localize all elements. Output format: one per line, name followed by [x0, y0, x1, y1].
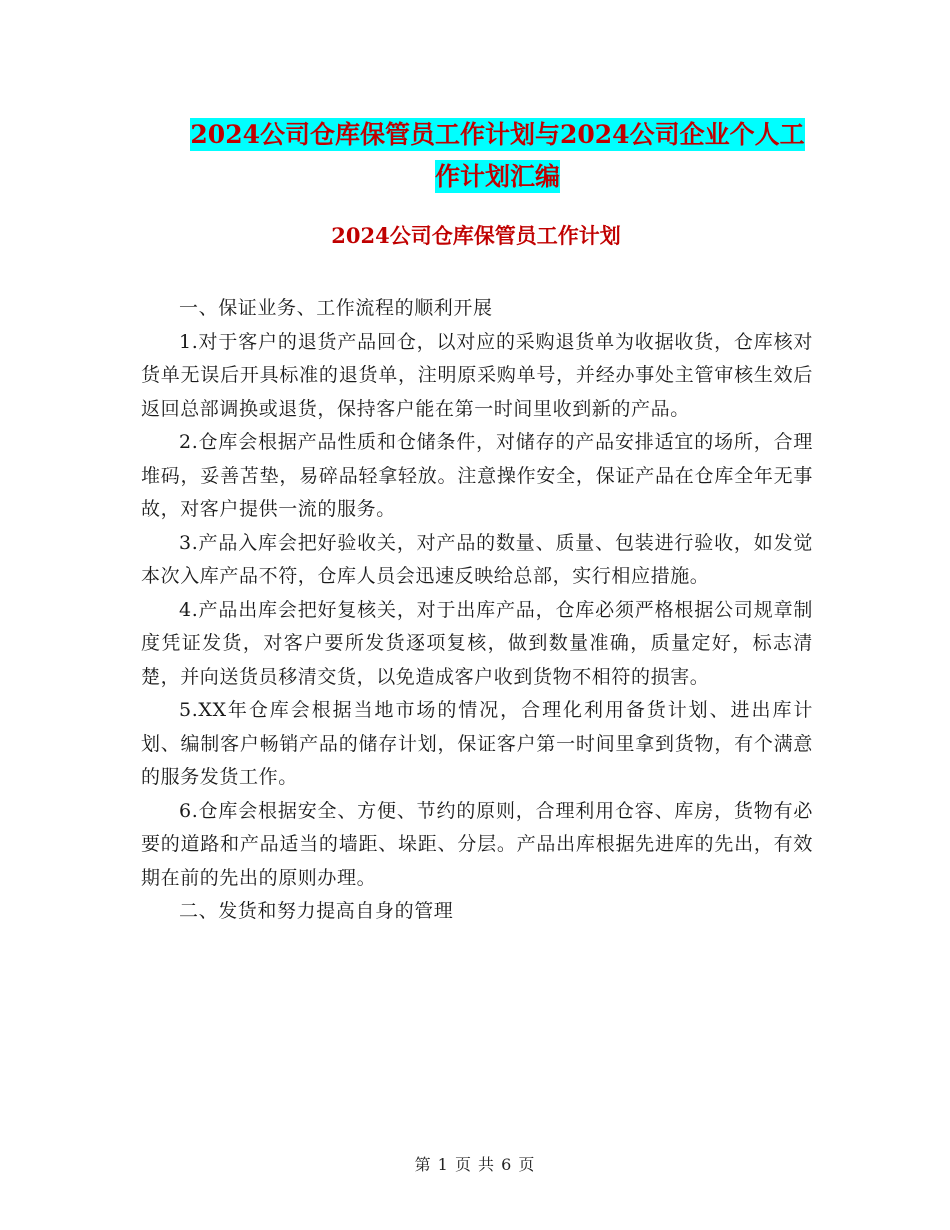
paragraph-5: 5.XX年仓库会根据当地市场的情况，合理化利用备货计划、进出库计划、编制客户畅销产品的储存计划，保证客户第一时间里拿到货物，有个满意的服务发货工作。: [141, 699, 813, 788]
page-footer: 第 1 页 共 6 页: [414, 1155, 536, 1174]
document-title-line-2: 作计划汇编: [434, 162, 560, 191]
paragraph-4: 4.产品出库会把好复核关，对于出库产品，仓库必须严格根据公司规章制度凭证发货，对客户要所发货逐项复核，做到数量准确，质量定好，标志清楚，并向送货员移清交货，以免造成客户收到货物不相符的损害。: [141, 598, 813, 688]
paragraph-3: 3.产品入库会把好验收关，对产品的数量、质量、包装进行验收，如发觉本次入库产品不符，仓库人员会迅速反映给总部，实行相应措施。: [141, 531, 813, 587]
document-title-line-1: 2024公司仓库保管员工作计划与2024公司企业个人工: [190, 120, 805, 149]
heading-1: 一、保证业务、工作流程的顺利开展: [179, 297, 493, 319]
paragraph-2: 2.仓库会根据产品性质和仓储条件，对储存的产品安排适宜的场所，合理堆码，妥善苫垫，易碎品轻拿轻放。注意操作安全，保证产品在仓库全年无事故，对客户提供一流的服务。: [141, 431, 813, 520]
document-body: [141, 292, 813, 929]
paragraph-1: 1.对于客户的退货产品回仓，以对应的采购退货单为收据收货，仓库核对货单无误后开具标准的退货单，注明原采购单号，并经办事处主管审核生效后返回总部调换或退货，保持客户能在第一时间里收到新的产品。: [141, 330, 813, 420]
section-title: 2024公司仓库保管员工作计划: [331, 223, 621, 248]
document-title: [140, 114, 855, 198]
heading-2: 二、发货和努力提高自身的管理: [179, 900, 454, 922]
paragraph-6: 6.仓库会根据安全、方便、节约的原则，合理利用仓容、库房，货物有必要的道路和产品适当的墙距、垛距、分层。产品出库根据先进库的先出，有效期在前的先出的原则办理。: [141, 799, 813, 889]
